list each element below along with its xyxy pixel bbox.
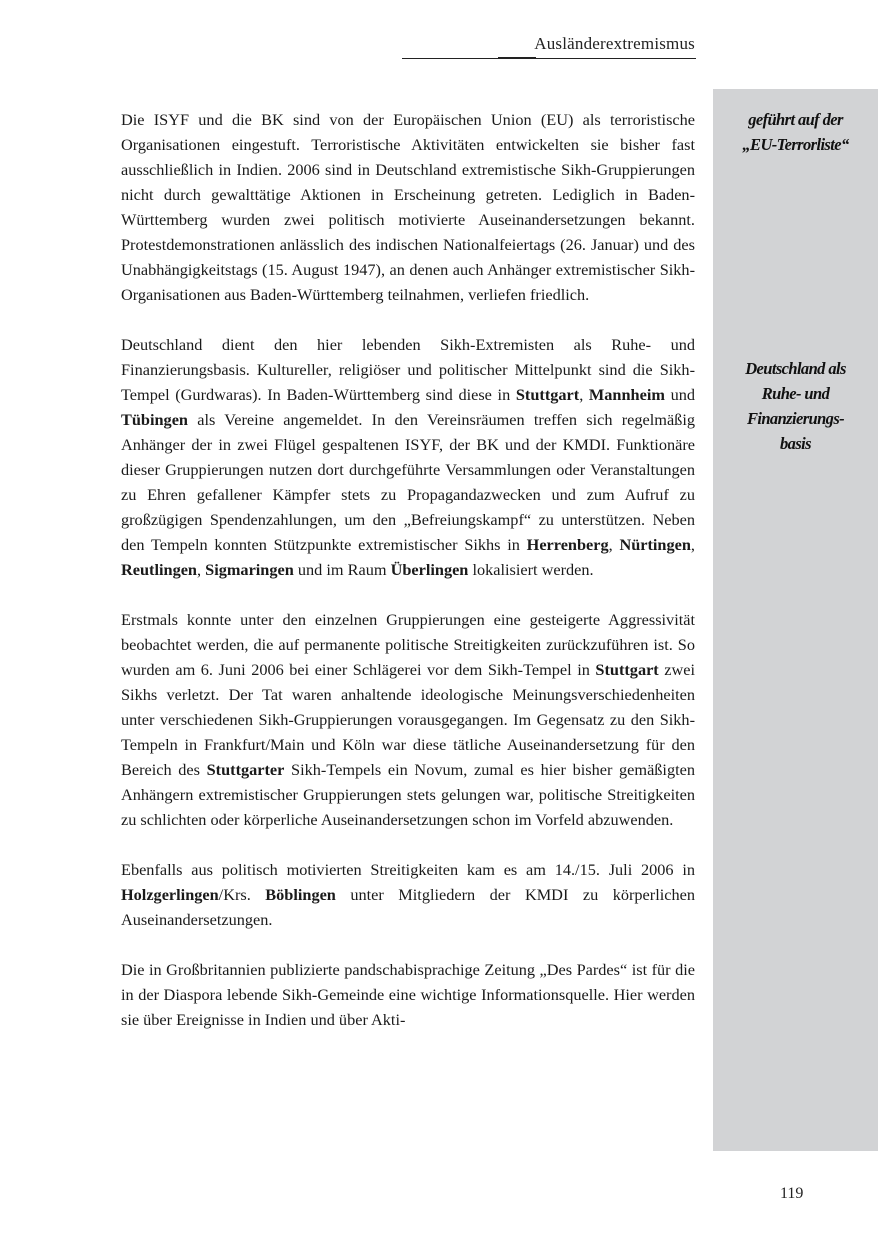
- place-name: Tübingen: [121, 410, 188, 429]
- place-name: Stuttgarter: [206, 760, 285, 779]
- text-segment: Die in Großbritannien publizierte pandschabisprachige Zeitung „Des Pardes“ ist für die in der Diaspora lebende Sikh-Gemeinde eine wichtige Informationsquelle. Hier werden sie über Ereignisse in Indien und über Akti-: [121, 960, 695, 1029]
- margin-note-line: Deutschland als: [745, 359, 846, 378]
- text-segment: Sikh-Tempels ein Novum, zumal es hier bisher gemäßigten Anhängern extremistischer Gruppierungen stets gelungen war, politische Streitigkeiten zu schlichten oder körperliche Auseinandersetzungen schon im Vorfeld abzuwenden.: [121, 760, 695, 829]
- text-segment: Erstmals konnte unter den einzelnen Gruppierungen eine gesteigerte Aggressivität beobachtet werden, die auf permanente politische Streitigkeiten zurückzuführen ist. So wurden am 6. Juni 2006 bei einer Schlägerei vor dem Sikh-Tempel in: [121, 610, 695, 679]
- paragraph: [121, 857, 695, 932]
- text-segment: lokalisiert werden.: [468, 560, 594, 579]
- paragraph: [121, 107, 695, 307]
- place-name: Reutlingen: [121, 560, 197, 579]
- place-name: Böblingen: [265, 885, 336, 904]
- place-name: Nürtingen: [619, 535, 691, 554]
- text-segment: ,: [197, 560, 206, 579]
- text-segment: /Krs.: [218, 885, 266, 904]
- place-name: Herrenberg: [526, 535, 609, 554]
- place-name: Stuttgart: [595, 660, 659, 679]
- paragraph: [121, 332, 695, 582]
- paragraph: [121, 957, 695, 1032]
- header-rule-accent: [498, 57, 536, 59]
- text-segment: und: [664, 385, 696, 404]
- text-segment: ,: [608, 535, 620, 554]
- margin-note-line: „EU-Terrorliste“: [742, 135, 849, 154]
- text-segment: zwei Sikhs verletzt. Der Tat waren anhaltende ideologische Meinungsverschiedenheiten unter verschiedenen Sikh-Gruppierungen vorausgegangen. Im Gegensatz zu den Sikh-Tempeln in Frankfurt/Main und Köln war diese tätliche Auseinandersetzung für den Bereich des: [121, 660, 695, 779]
- margin-note-line: geführt auf der: [748, 110, 843, 129]
- margin-note-ruhe-und-finanzierungsbasis: [713, 356, 878, 456]
- place-name: Stuttgart: [515, 385, 580, 404]
- place-name: Mannheim: [588, 385, 665, 404]
- text-segment: Deutschland dient den hier lebenden Sikh-Extremisten als Ruhe- und Finanzierungsbasis. Kultureller, religiöser und politischer Mittelpunkt sind die Sikh-Tempel (Gurdwaras). In Baden-Württemberg sind diese in: [121, 335, 695, 404]
- place-name: Sigmaringen: [205, 560, 294, 579]
- margin-note-line: Ruhe- und: [761, 384, 830, 403]
- margin-note-eu-terrorliste: [713, 107, 878, 157]
- header-rule: [402, 58, 696, 59]
- place-name: Holzgerlingen: [121, 885, 219, 904]
- text-segment: Ebenfalls aus politisch motivierten Streitigkeiten kam es am 14./15. Juli 2006 in: [121, 860, 695, 879]
- running-head-title: Ausländerextremismus: [534, 34, 695, 53]
- text-segment: und im Raum: [293, 560, 391, 579]
- text-segment: Die ISYF und die BK sind von der Europäischen Union (EU) als terroristische Organisationen eingestuft. Terroristische Aktivitäten entwickelten sie bisher fast ausschließlich in Indien. 2006 sind in Deutschland extremistische Sikh-Gruppierungen nicht durch gewalttätige Aktionen in Erscheinung getreten. Lediglich in Baden-Württemberg wurden zwei politisch motivierte Auseinandersetzungen bekannt. Protestdemonstrationen anlässlich des indischen Nationalfeiertags (26. Januar) und des Unabhängigkeitstags (15. August 1947), an denen auch Anhänger extremistischer Sikh-Organisationen aus Baden-Württemberg teilnahmen, verliefen friedlich.: [121, 110, 695, 304]
- text-segment: ,: [690, 535, 695, 554]
- margin-note-line: Finanzierungs-: [746, 409, 845, 428]
- text-segment: unter Mitgliedern der KMDI zu körperlichen Auseinandersetzungen.: [121, 885, 695, 929]
- text-segment: als Vereine angemeldet. In den Vereinsräumen treffen sich regelmäßig Anhänger der in zwei Flügel gespaltenen ISYF, der BK und der KMDI. Funktionäre dieser Gruppierungen nutzen dort durchgeführte Versammlungen oder Veranstaltungen zu Ehren gefallener Kämpfer stets zu Propagandazwecken und zum Aufruf zu großzügigen Spendenzahlungen, um den „Befreiungskampf“ zu unterstützen. Neben den Tempeln konnten Stützpunkte extremistischer Sikhs in: [121, 410, 695, 554]
- text-segment: ,: [579, 385, 589, 404]
- margin-note-line: basis: [780, 434, 811, 453]
- page-number: 119: [780, 1185, 804, 1202]
- body-text: [121, 107, 695, 1057]
- margin-sidebar: [713, 89, 878, 1151]
- place-name: Überlingen: [390, 560, 469, 579]
- paragraph: [121, 607, 695, 832]
